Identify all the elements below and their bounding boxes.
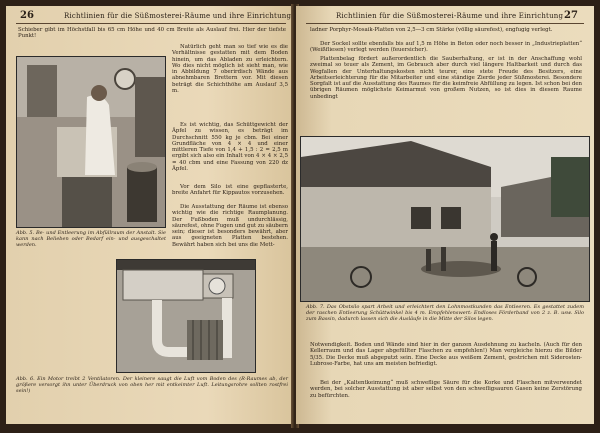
- paragraph-2: Der Sockel sollte ebenfalls bis auf 1,5 m Höhe in Beton oder noch besser in „Industrieplatten“ (Weißfliesen) verlegt werden (feuersicher).: [310, 41, 582, 54]
- column-paragraph-2: Es ist wichtig, das Schüttgewicht der Äpfel zu wissen, es beträgt im Durchschnitt 550 kg je cbm. Bei einer Grundfläche von 4 × 4 und einer mittleren Tiefe von 1,4 + 1,5 : 2 = 2,5 m ergibt sich also ein Inhalt von 4 × 4 × 2,5 = 40 cbm und eine Fassung von 220 dz Äpfel.: [172, 122, 288, 173]
- column-paragraph-3: Vor dem Silo ist eine gepflasterte, breite Anfahrt für Kippautos vorzusehen.: [172, 184, 288, 197]
- paragraph-5: Bei der „Kaltentkeimung“ muß schweflige Säure für die Korke und Flaschen mitverwendet werden, bei solcher Ausstattung ist aber selbst von den schwefligsauren Gasen keine Zerstörung zu befürchten.: [310, 380, 582, 399]
- figure-5-caption: Abb. 5. Be- und Entleerung im Abfüllraum der Anstalt. Sie kann nach Belieben oder Bedarf ein- und ausgeschaltet werden.: [16, 230, 166, 248]
- photo-worker-bottling-icon: [17, 57, 165, 227]
- right-page: [296, 6, 594, 424]
- figure-6-photo: [116, 259, 256, 373]
- column-paragraph-1: Natürlich geht man so tief wie es die Verhältnisse gestatten mit dem Boden hinein, um das Abladen zu erleichtern. Wo dies nicht möglich ist sieht man, wie in Abbildung 7 oberirdisch Wände aus abnehmbaren Brettern vor. Mit diesen beträgt die Schichthöhe am Auslauf 3,5 m.: [172, 44, 288, 95]
- photo-ventilator-ducts-icon: [117, 260, 255, 372]
- figure-6-caption: Abb. 6. Ein Motor treibt 2 Ventilatoren. Der kleinere saugt die Luft vom Boden des (R-Raumes ab, der größere versorgt ihn unter Überdruck von oben her mit entkeimter Luft. Leitungsrohre sollten rostfrei sein!): [16, 376, 288, 394]
- page-number: 26: [20, 10, 34, 21]
- running-header: Richtlinien für die Süßmosterei-Räume und ihre Einrichtung: [64, 12, 292, 20]
- header-rule: [16, 23, 286, 24]
- figure-5-photo: [16, 56, 166, 228]
- paragraph-3: Plattenbelag fördert außerordentlich die Sauberhaltung, er ist in der Anschaffung wohl zweimal so teuer als Zement, im Gebrauch aber durch viel längere Haltbarkeit und durch das Wegfallen der Unterhaltungskosten nicht teurer, eine stete Freude des Besitzers, eine Arbeitserleichterung für die Mitarbeiter und eine ständige Zierde jeder Süßmosterei. Besondere Sorgfalt ist auf die Ausstattung des Raumes für die keimfreie Abfüllung zu legen. Ist schon bei den übrigen Räumen möglichste Keimarmut von großem Nutzen, so ist dies in diesem Raume unbedingt: [310, 56, 582, 100]
- page-number: 27: [564, 10, 578, 21]
- intro-paragraph: Schieber gibt im Höchstfall bis 65 cm Höhe und 40 cm Breite als Auslauf frei. Hier der tiefste Punkt!: [18, 27, 286, 40]
- figure-7-caption: Abb. 7. Das Obstsilo spart Arbeit und erleichtert den Lohnmostkunden das Entleeren. Es gestattet zudem der raschen Entleerung Schüttwinkel bis 4 m. Empfehlenswert: Endloses Förderband von 2 z. B. usw. Silo zum Bassin, dadurch lassen sich die Ausläufe in die Mitte der Silos legen.: [306, 304, 584, 322]
- paragraph-4: Notwendigkeit. Boden und Wände sind hier in der ganzen Ausdehnung zu kacheln. (Auch für den Kellerraum und das Lager abgefüllter Flaschen zu empfehlen!) Man vergleiche hierzu die Bilder 5/35. Die Decke muß abgeputzt sein. Eine Decke aus weißem Zement, gestrichen mit Siderosten-Lubrose-Farbe, hat uns am meisten befriedigt.: [310, 342, 582, 367]
- figure-7-photo: [300, 136, 590, 302]
- left-page: [6, 6, 294, 424]
- paragraph-1: ladner Porphyr-Mosaik-Platten von 2,5—3 cm Stärke (völlig säurefest), engfugig verlegt.: [310, 27, 553, 33]
- column-paragraph-4: Die Ausstattung der Räume ist ebenso wichtig wie die richtige Raumplanung. Der Fußboden muß undurchlässig, säurefest, ohne Fugen und gut zu säubern sein; dieser ist besonders bewährt, aber aus geeigneten Platten bestehen. Bewährt haben sich bei uns die Mett-: [172, 204, 288, 248]
- header-rule: [306, 23, 584, 24]
- running-header: Richtlinien für die Süßmosterei-Räume und ihre Einrichtung: [336, 12, 564, 20]
- photo-farmyard-silo-icon: [301, 137, 589, 301]
